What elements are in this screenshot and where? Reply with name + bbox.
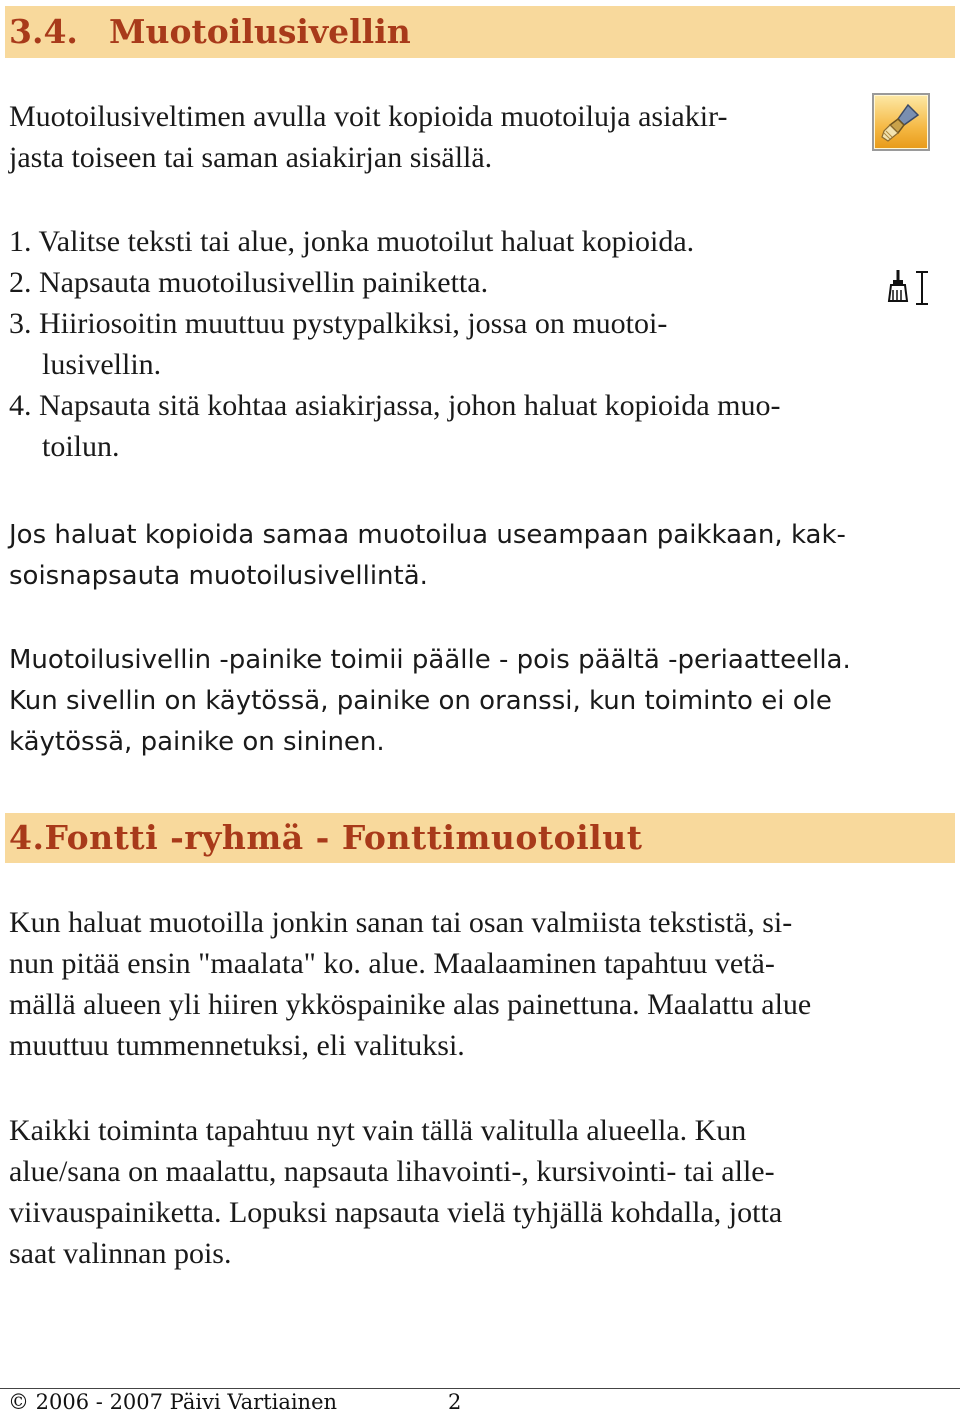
list-item: 2. Napsauta muotoilusivellin painiketta.	[9, 266, 489, 299]
body-line: saat valinnan pois.	[9, 1237, 232, 1270]
list-item-continuation: toilun.	[42, 430, 120, 463]
footer-divider	[0, 1388, 960, 1389]
body-line: Kun haluat muotoilla jonkin sanan tai osan valmiista tekstistä, si-	[9, 906, 793, 939]
intro-line: Muotoilusiveltimen avulla voit kopioida muotoiluja asiakir-	[9, 100, 728, 133]
list-item: 4. Napsauta sitä kohtaa asiakirjassa, johon haluat kopioida muo-	[9, 389, 781, 422]
list-item: 1. Valitse teksti tai alue, jonka muotoilut haluat kopioida.	[9, 225, 695, 258]
body-line: viivauspainiketta. Lopuksi napsauta vielä tyhjällä kohdalla, jotta	[9, 1196, 783, 1229]
steps-list	[9, 221, 780, 467]
note-line: käytössä, painike on sininen.	[9, 727, 385, 757]
body-line: Kaikki toiminta tapahtuu nyt vain tällä valitulla alueella. Kun	[9, 1114, 747, 1147]
section-title: Muotoilusivellin	[109, 12, 411, 51]
body-line: mällä alueen yli hiiren ykköspainike alas painettuna. Maalattu alue	[9, 988, 812, 1021]
section-heading-muotoilusivellin	[5, 6, 955, 58]
note-paragraph	[9, 515, 846, 597]
format-painter-button[interactable]	[872, 93, 930, 151]
body-paragraph	[9, 1110, 782, 1274]
footer-copyright: © 2006 - 2007 Päivi Vartiainen	[8, 1390, 338, 1414]
note-line: Kun sivellin on käytössä, painike on oranssi, kun toiminto ei ole	[9, 686, 832, 716]
intro-line: jasta toiseen tai saman asiakirjan sisällä.	[9, 141, 493, 174]
body-line: alue/sana on maalattu, napsauta lihavointi-, kursivointi- tai alle-	[9, 1155, 775, 1188]
list-item: 3. Hiiriosoitin muuttuu pystypalkiksi, jossa on muotoi-	[9, 307, 668, 340]
intro-paragraph	[9, 96, 727, 178]
note-line: Muotoilusivellin -painike toimii päälle - pois päältä -periaatteella.	[9, 645, 851, 675]
note-line: soisnapsauta muotoilusivellintä.	[9, 561, 428, 591]
note-line: Jos haluat kopioida samaa muotoilua useampaan paikkaan, kak-	[9, 520, 846, 550]
list-item-continuation: lusivellin.	[42, 348, 162, 381]
body-line: muuttuu tummennetuksi, eli valituksi.	[9, 1029, 465, 1062]
toggle-info-paragraph	[9, 640, 851, 763]
format-painter-cursor-icon	[884, 268, 934, 308]
body-paragraph	[9, 902, 811, 1066]
section-heading-fontti: 4.Fontti -ryhmä - Fonttimuotoilut	[5, 813, 955, 863]
body-line: nun pitää ensin "maalata" ko. alue. Maalaaminen tapahtuu vetä-	[9, 947, 775, 980]
page-footer	[8, 1390, 478, 1414]
page-number: 2	[448, 1390, 462, 1414]
section-number: 3.4.	[9, 12, 78, 51]
format-painter-icon	[874, 95, 928, 149]
